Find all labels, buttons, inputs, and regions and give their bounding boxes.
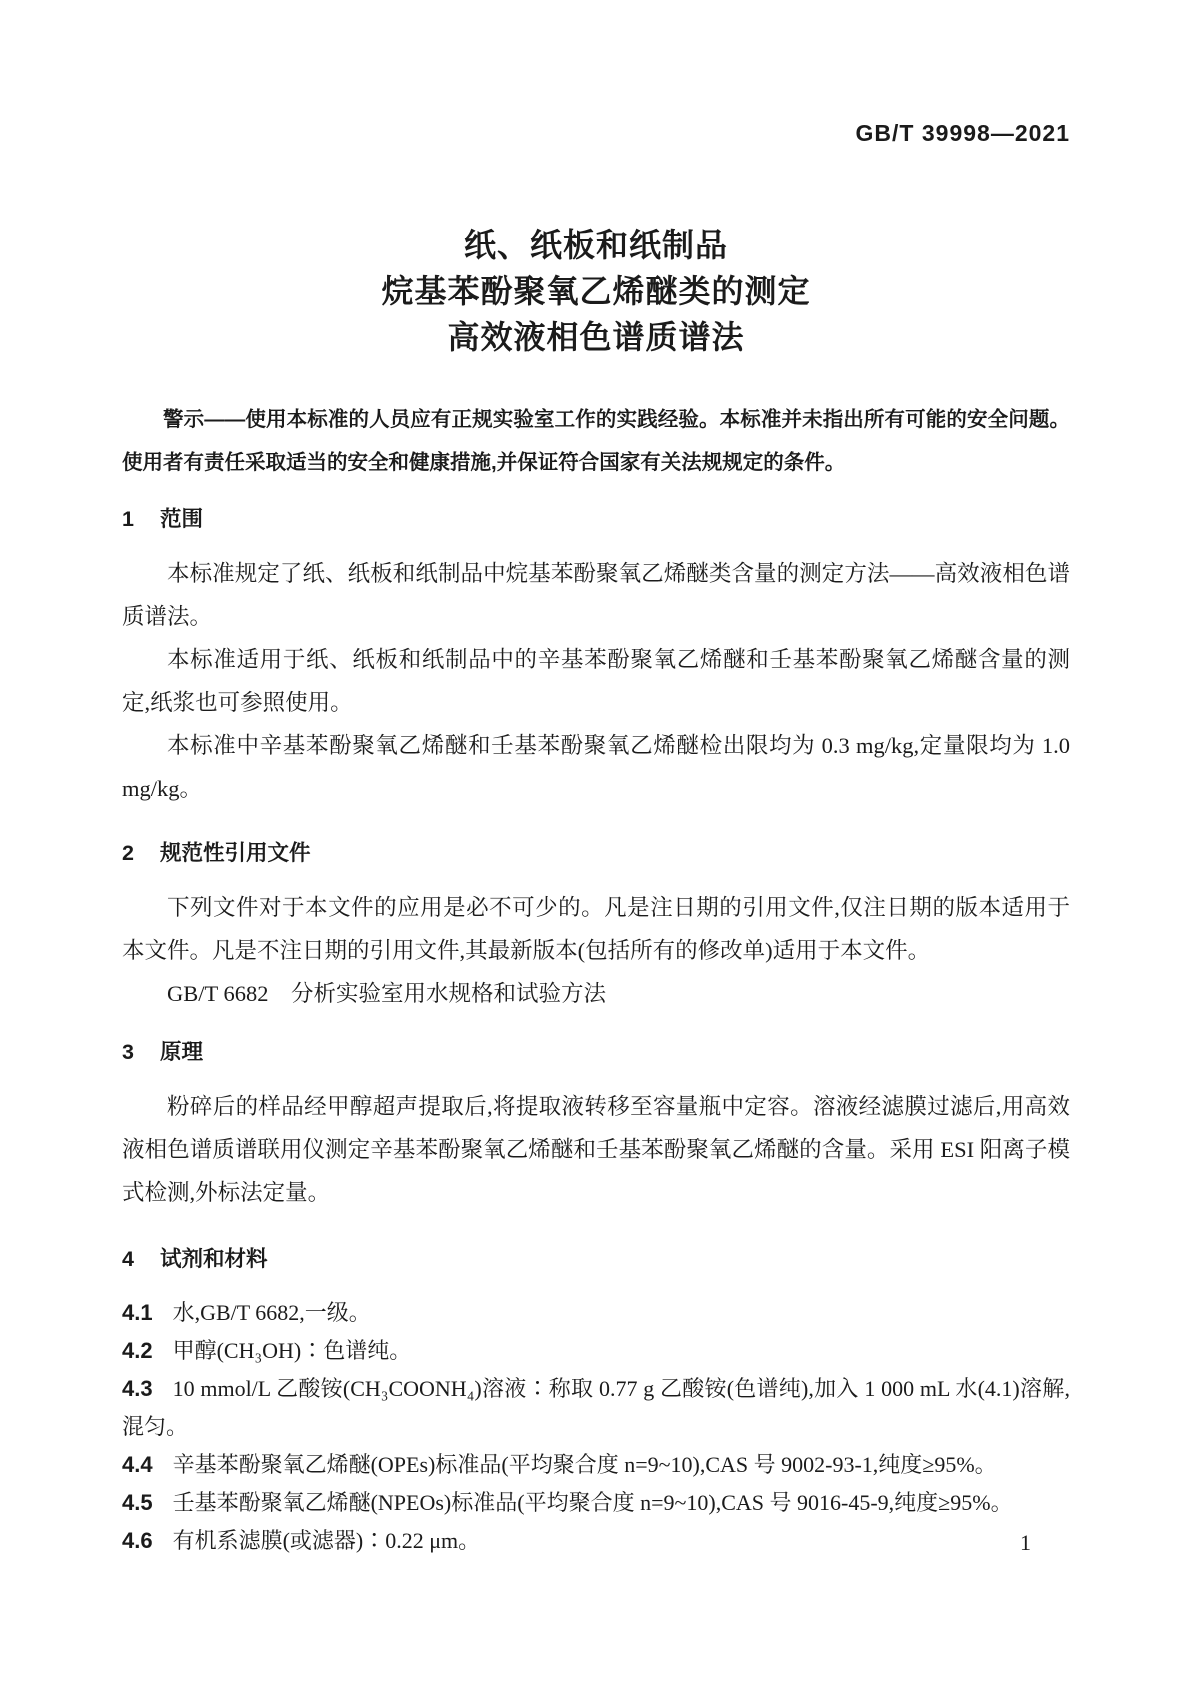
reagent-item-4-1 — [122, 1294, 1070, 1332]
section-3-title: 原理 — [159, 1040, 203, 1064]
section-4-number: 4 — [122, 1247, 134, 1271]
standard-code: GB/T 39998—2021 — [855, 120, 1070, 146]
reagent-item-4-2-number: 4.2 — [122, 1338, 153, 1363]
page-content — [122, 0, 1070, 1560]
title-line-2: 烷基苯酚聚氧乙烯醚类的测定 — [381, 273, 811, 309]
section-2-number: 2 — [122, 841, 134, 865]
reagent-item-4-6 — [122, 1522, 1070, 1560]
reagent-item-4-5-text: 壬基苯酚聚氧乙烯醚(NPEOs)标准品(平均聚合度 n=9~10),CAS 号 9016-45-9,纯度≥95%。 — [172, 1490, 1013, 1515]
reagent-item-4-4 — [122, 1446, 1070, 1484]
reagent-item-4-6-text: 有机系滤膜(或滤器)∶0.22 μm。 — [172, 1528, 481, 1553]
reagent-item-4-3 — [122, 1370, 1070, 1446]
document-title — [122, 222, 1070, 360]
reagent-item-4-1-text: 水,GB/T 6682,一级。 — [172, 1300, 371, 1325]
reagent-item-4-5-number: 4.5 — [122, 1490, 153, 1515]
reagent-item-4-2 — [122, 1332, 1070, 1370]
section-3-paragraph-1: 粉碎后的样品经甲醇超声提取后,将提取液转移至容量瓶中定容。溶液经滤膜过滤后,用高效液相色谱质谱联用仪测定辛基苯酚聚氧乙烯醚和壬基苯酚聚氧乙烯醚的含量。采用 ESI 阳离子模式检测,外标法定量。 — [122, 1094, 1070, 1205]
section-3-heading — [122, 1037, 1070, 1067]
section-1-paragraph-2: 本标准适用于纸、纸板和纸制品中的辛基苯酚聚氧乙烯醚和壬基苯酚聚氧乙烯醚含量的测定,纸浆也可参照使用。 — [122, 647, 1070, 715]
reagent-item-4-4-text: 辛基苯酚聚氧乙烯醚(OPEs)标准品(平均聚合度 n=9~10),CAS 号 9002-93-1,纯度≥95%。 — [172, 1452, 997, 1477]
reagent-item-4-3-text: 10 mmol/L 乙酸铵(CH₃COONH₄)溶液∶称取 0.77 g 乙酸铵(色谱纯),加入 1 000 mL 水(4.1)溶解,混匀。 — [122, 1376, 1070, 1439]
section-2-paragraph-1: 下列文件对于本文件的应用是必不可少的。凡是注日期的引用文件,仅注日期的版本适用于本文件。凡是不注日期的引用文件,其最新版本(包括所有的修改单)适用于本文件。 — [122, 895, 1070, 963]
section-1-paragraph-1: 本标准规定了纸、纸板和纸制品中烷基苯酚聚氧乙烯醚类含量的测定方法——高效液相色谱质谱法。 — [122, 561, 1070, 629]
section-2-reference-line: GB/T 6682 分析实验室用水规格和试验方法 — [167, 981, 606, 1006]
section-2-title: 规范性引用文件 — [159, 841, 311, 865]
section-1-number: 1 — [122, 507, 134, 531]
reagent-item-4-1-number: 4.1 — [122, 1300, 153, 1325]
title-line-1: 纸、纸板和纸制品 — [463, 227, 728, 263]
title-line-3: 高效液相色谱质谱法 — [447, 319, 745, 355]
section-1-heading — [122, 504, 1070, 534]
reagent-item-4-6-number: 4.6 — [122, 1528, 153, 1553]
reagent-item-4-3-number: 4.3 — [122, 1376, 153, 1401]
warning-notice: 警示——使用本标准的人员应有正规实验室工作的实践经验。本标准并未指出所有可能的安全问题。使用者有责任采取适当的安全和健康措施,并保证符合国家有关法规规定的条件。 — [122, 408, 1070, 474]
reagent-item-4-2-text: 甲醇(CH₃OH)∶色谱纯。 — [172, 1338, 412, 1363]
section-2-heading — [122, 838, 1070, 868]
section-1-title: 范围 — [159, 507, 203, 531]
section-4-title: 试剂和材料 — [159, 1247, 268, 1271]
reagent-item-4-4-number: 4.4 — [122, 1452, 153, 1477]
section-3-number: 3 — [122, 1040, 134, 1064]
reagent-item-4-5 — [122, 1484, 1070, 1522]
page-number: 1 — [1020, 1530, 1031, 1555]
section-4-heading — [122, 1244, 1070, 1274]
section-1-paragraph-3: 本标准中辛基苯酚聚氧乙烯醚和壬基苯酚聚氧乙烯醚检出限均为 0.3 mg/kg,定量限均为 1.0 mg/kg。 — [122, 733, 1070, 801]
